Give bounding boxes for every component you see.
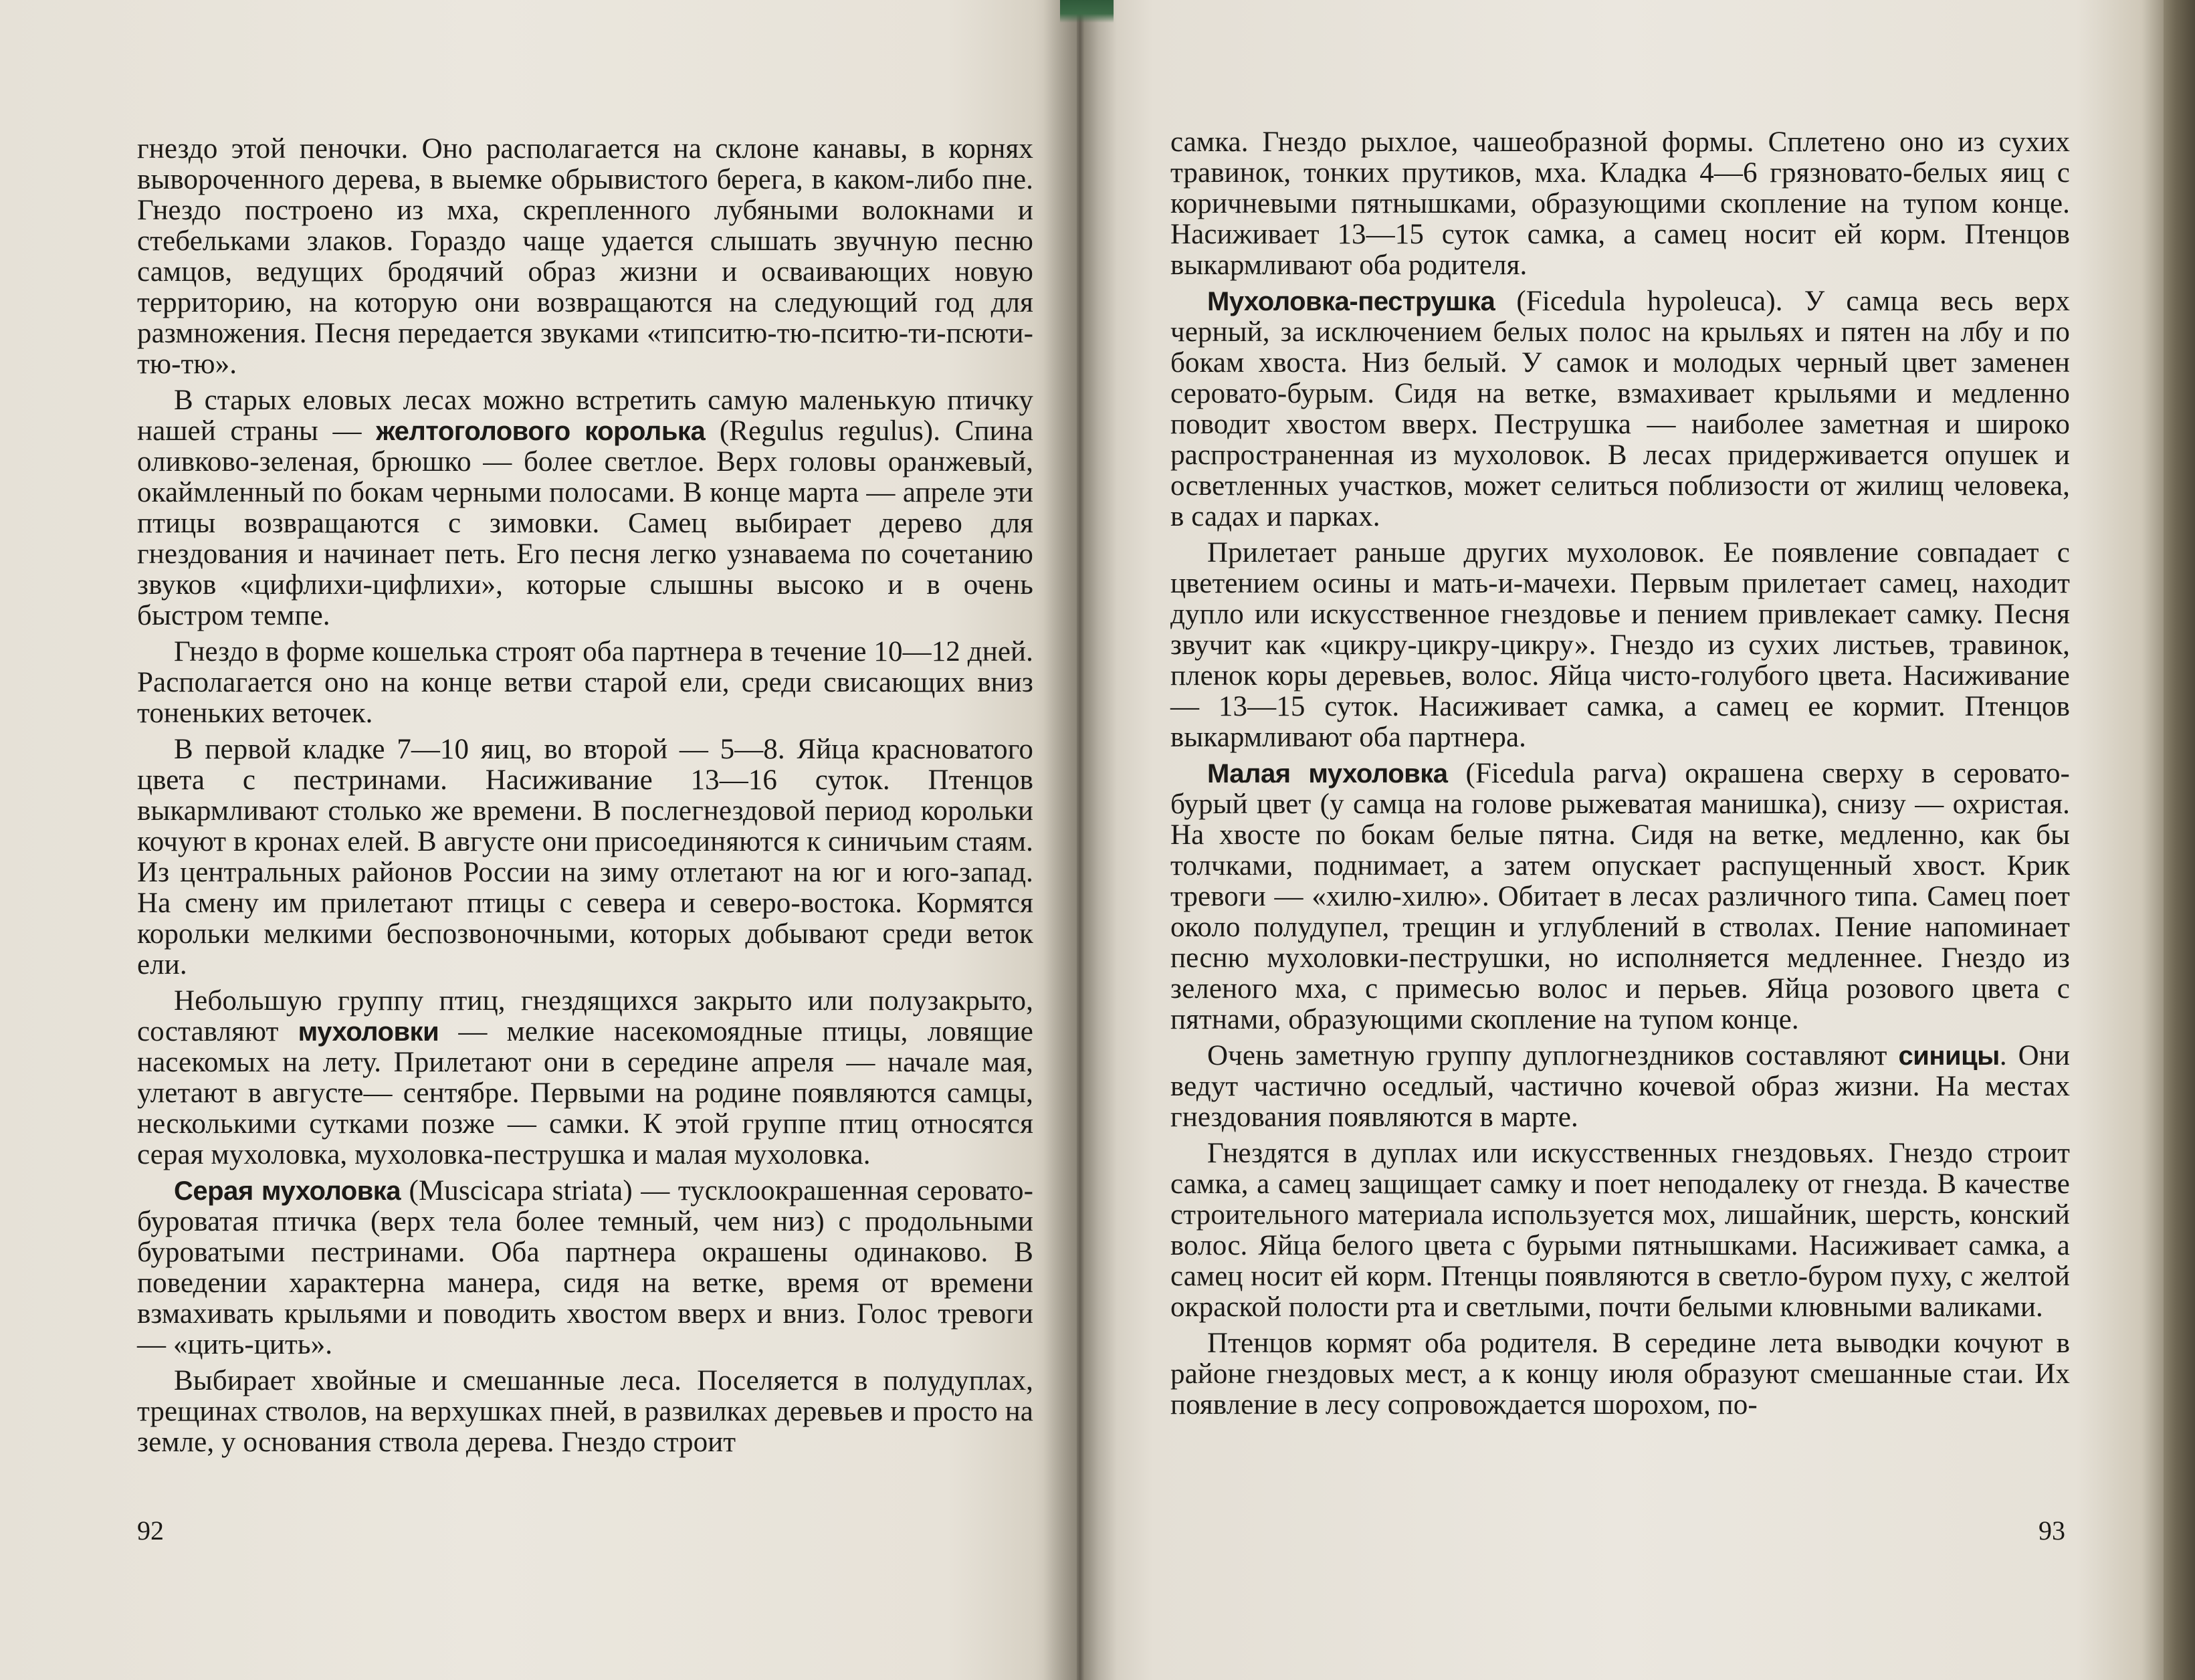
bold-term: желтоголового королька bbox=[376, 417, 706, 446]
left-page bbox=[0, 0, 1077, 1680]
left-page-text bbox=[137, 134, 1033, 1463]
bold-term: Малая мухоловка bbox=[1207, 759, 1448, 789]
bold-term: мухоловки bbox=[298, 1017, 439, 1047]
text-run: . Они ведут частично оседлый, частично кочевой образ жизни. На местах гнездования появляются в марте. bbox=[1170, 1040, 2070, 1133]
bold-term: Серая мухоловка bbox=[174, 1176, 401, 1206]
text-run: Небольшую группу птиц, гнездящихся закрыто или полузакрыто, составляют bbox=[137, 985, 1033, 1047]
bold-term: Мухоловка-пеструшка bbox=[1207, 287, 1495, 316]
text-run: Очень заметную группу дуплогнездников составляют bbox=[1207, 1040, 1899, 1071]
text-run: самка. Гнездо рыхлое, чашеобразной формы. Сплетено оно из сухих травинок, тонких прутиков, мха. Кладка 4—6 грязновато-белых яиц с коричневыми пятнышками, образующими скопление на тупом конце. Насиживает 13—15 суток самка, а самец носит ей корм. Птенцов выкармливают оба родителя. bbox=[1170, 126, 2070, 281]
page-stack-edge bbox=[2164, 0, 2195, 1680]
text-run: (Muscicapa striata) — тусклоокрашенная серовато-буроватая птичка (верх тела более темный, чем низ) с продольными буроватыми пестринами. Оба партнера окрашены одинаково. В поведении характерна манера, сидя на ветке, время от времени взмахивать крыльями и поводить хвостом вверх и вниз. Голос тревоги — «цить-цить». bbox=[137, 1175, 1034, 1360]
text-run: В первой кладке 7—10 яиц, во второй — 5—8. Яйца красноватого цвета с пестринами. Насиживание 13—16 суток. Птенцов выкармливают столько же времени. В послегнездовой период корольки кочуют в кронах елей. В августе они присоединяются к синичьим стаям. Из центральных районов России на зиму отлетают на юг и юго-запад. На смену им прилетают птицы с севера и северо-востока. Кормятся корольки мелкими беспозвоночными, которых добывают среди веток ели. bbox=[137, 734, 1034, 980]
paragraph bbox=[137, 134, 1033, 380]
paragraph bbox=[137, 1176, 1033, 1360]
right-page bbox=[1077, 0, 2164, 1680]
paragraph bbox=[1170, 127, 2070, 281]
left-page-number: 92 bbox=[137, 1515, 164, 1546]
right-page-number: 93 bbox=[2039, 1515, 2065, 1546]
bold-term: синицы bbox=[1898, 1041, 2000, 1071]
paragraph bbox=[137, 1366, 1033, 1458]
paragraph bbox=[1170, 1328, 2070, 1421]
paragraph bbox=[1170, 538, 2070, 753]
paragraph bbox=[1170, 1041, 2070, 1133]
paragraph bbox=[1170, 758, 2070, 1035]
text-run: (Ficedula parva) окрашена сверху в серовато-бурый цвет (у самца на голове рыжеватая манишка), снизу — охристая. На хвосте по бокам белые пятна. Сидя на ветке, медленно, как бы толчками, поднимает, а затем опускает распущенный хвост. Крик тревоги — «хилю-хилю». Обитает в лесах различного типа. Самец поет около полудупел, трещин и углублений в стволах. Пение напоминает песню мухоловки-пеструшки, но исполняется медленнее. Гнездо из зеленого мха, с примесью волос и перьев. Яйца розового цвета с пятнами, образующими скопление на тупом конце. bbox=[1170, 758, 2070, 1035]
paragraph bbox=[137, 734, 1033, 980]
text-run: В старых еловых лесах можно встретить самую маленькую птичку нашей страны — bbox=[137, 385, 1033, 447]
text-run: Гнездо в форме кошелька строят оба партнера в течение 10—12 дней. Располагается оно на конце ветви старой ели, среди свисающих вниз тоненьких веточек. bbox=[137, 636, 1033, 729]
paragraph bbox=[1170, 1138, 2070, 1323]
text-run: гнездо этой пеночки. Оно располагается на склоне канавы, в корнях вывороченного дерева, в выемке обрывистого берега, в каком-либо пне. Гнездо построено из мха, скрепленного лубяными волокнами и стебельками злаков. Гораздо чаще удается слышать звучную песню самцов, ведущих бродячий образ жизни и осваивающих новую территорию, на которую они возвращаются на следующий год для размножения. Песня передается звуками «типситю-тю-пситю-ти-псюти-тю-тю». bbox=[137, 133, 1033, 380]
paragraph bbox=[137, 986, 1033, 1170]
text-run: Прилетает раньше других мухоловок. Ее появление совпадает с цветением осины и мать-и-мачехи. Первым прилетает самец, находит дупло или искусственное гнездовье и пением привлекает самку. Песня звучит как «цикру-цикру-цикру». Гнездо из сухих листьев, травинок, пленок коры деревьев, волос. Яйца чисто-голубого цвета. Насиживание — 13—15 суток. Насиживает самка, а самец ее кормит. Птенцов выкармливают оба партнера. bbox=[1170, 537, 2070, 753]
paragraph bbox=[1170, 286, 2070, 532]
paragraph bbox=[137, 637, 1033, 729]
paragraph bbox=[137, 385, 1033, 631]
text-run: (Ficedula hypoleuca). У самца весь верх черный, за исключением белых полос на крыльях и пятен на лбу и по бокам хвоста. Низ белый. У самок и молодых черный цвет заменен серовато-бурым. Сидя на ветке, взмахивает крыльями и медленно поводит хвостом вверх. Пеструшка — наиболее заметная и широко распространенная из мухоловок. В лесах придерживается опушек и осветленных участков, может селиться поблизости от жилищ человека, в садах и парках. bbox=[1170, 286, 2070, 532]
text-run: Птенцов кормят оба родителя. В середине лета выводки кочуют в районе гнездовых мест, а к концу июля образуют смешанные стаи. Их появление в лесу сопровождается шорохом, по- bbox=[1170, 1328, 2070, 1421]
text-run: Выбирает хвойные и смешанные леса. Поселяется в полудуплах, трещинах стволов, на верхушках пней, в развилках деревьев и просто на земле, у основания ствола дерева. Гнездо строит bbox=[137, 1365, 1033, 1458]
text-run: — мелкие насекомоядные птицы, ловящие насекомых на лету. Прилетают они в середине апреля — начале мая, улетают в августе— сентябре. Первыми на родине появляются самцы, несколькими сутками позже — самки. К этой группе птиц относятся серая мухоловка, мухоловка-пеструшка и малая мухоловка. bbox=[137, 1016, 1033, 1170]
right-page-text bbox=[1170, 127, 2070, 1426]
text-run: Гнездятся в дуплах или искусственных гнездовьях. Гнездо строит самка, а самец защищает самку и поет неподалеку от гнезда. В качестве строительного материала используется мох, лишайник, шерсть, конский волос. Яйца белого цвета с бурыми пятнышками. Насиживает самка, а самец носит ей корм. Птенцы появляются в светло-буром пуху, с желтой окраской полости рта и светлыми, почти белыми клювными валиками. bbox=[1170, 1138, 2070, 1323]
text-run: (Regulus regulus). Спина оливково-зеленая, брюшко — более светлое. Верх головы оранжевый, окаймленный по бокам черными полосами. В конце марта — апреле эти птицы возвращаются с зимовки. Самец выбирает дерево для гнездования и начинает петь. Его песня легко узнаваема по сочетанию звуков «цифлихи-цифлихи», которые слышны высоко и в очень быстром темпе. bbox=[137, 415, 1033, 631]
